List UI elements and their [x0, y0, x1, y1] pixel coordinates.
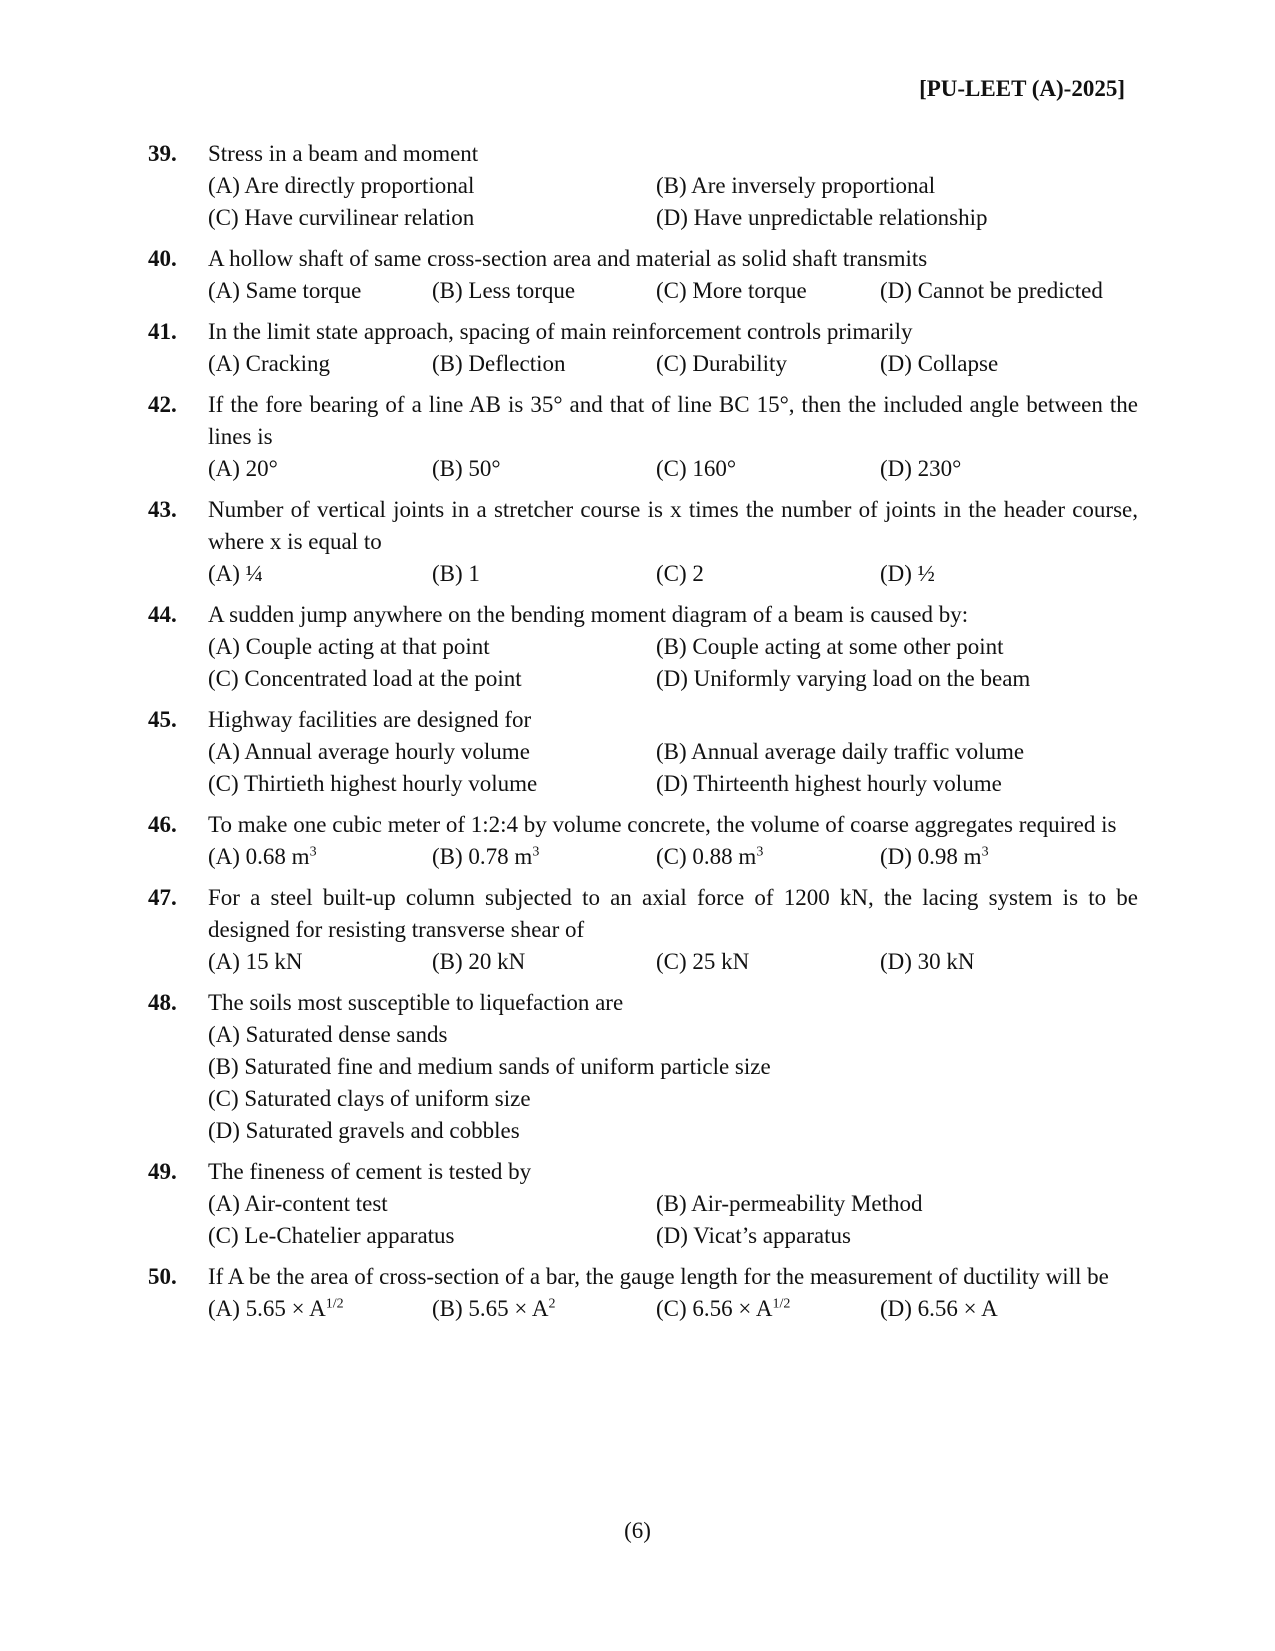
- answer-option: [432, 558, 656, 590]
- option-text: (D) Thirteenth highest hourly volume: [656, 771, 1002, 796]
- question-number: 44.: [148, 602, 177, 627]
- page-number: (6): [624, 1518, 651, 1543]
- option-text: (A) 0.68 m: [208, 844, 310, 869]
- answer-option: [208, 768, 656, 800]
- answer-option: [208, 631, 656, 663]
- answer-option: [880, 841, 1138, 873]
- question-text: If the fore bearing of a line AB is 35° and that of line BC 15°, then the included angle between the lines is: [208, 392, 1138, 449]
- question-number: 47.: [148, 885, 177, 910]
- question-number: 48.: [148, 990, 177, 1015]
- option-list: [208, 631, 1138, 695]
- option-text: (D) Have unpredictable relationship: [656, 205, 988, 230]
- option-list: [208, 453, 1138, 485]
- answer-option: [208, 663, 656, 695]
- option-text: (D) 0.98 m: [880, 844, 982, 869]
- answer-option: [208, 348, 432, 380]
- exam-code-header: [PU-LEET (A)-2025]: [919, 76, 1125, 101]
- question-number: 49.: [148, 1159, 177, 1184]
- option-text: (B) 5.65 × A: [432, 1296, 549, 1321]
- question-number: 50.: [148, 1264, 177, 1289]
- question-text: Stress in a beam and moment: [208, 141, 479, 166]
- option-text: (B) Less torque: [432, 278, 576, 303]
- option-list: [208, 170, 1138, 234]
- option-text: (A) Couple acting at that point: [208, 634, 490, 659]
- question-number: 41.: [148, 319, 177, 344]
- question: [148, 882, 1138, 978]
- option-list: [208, 736, 1138, 800]
- answer-option: [432, 275, 656, 307]
- option-text: (D) Cannot be predicted: [880, 278, 1103, 303]
- answer-option: [208, 1083, 1138, 1115]
- answer-option: [208, 1115, 1138, 1147]
- question: [148, 809, 1138, 873]
- answer-option: [880, 275, 1138, 307]
- answer-option: [656, 631, 1138, 663]
- option-text: (B) 50°: [432, 456, 501, 481]
- option-text: (A) ¼: [208, 561, 263, 586]
- answer-option: [880, 453, 1138, 485]
- question: [148, 704, 1138, 800]
- answer-option: [208, 946, 432, 978]
- answer-option: [208, 841, 432, 873]
- answer-option: [656, 946, 880, 978]
- option-text: (C) 25 kN: [656, 949, 750, 974]
- option-text: (A) Are directly proportional: [208, 173, 475, 198]
- option-text: (C) 6.56 × A: [656, 1296, 773, 1321]
- answer-option: [656, 768, 1138, 800]
- option-text: (D) Vicat’s apparatus: [656, 1223, 851, 1248]
- answer-option: [208, 558, 432, 590]
- option-text: (C) Thirtieth highest hourly volume: [208, 771, 538, 796]
- answer-option: [208, 170, 656, 202]
- option-list: [208, 558, 1138, 590]
- option-text: (B) Air-permeability Method: [656, 1191, 923, 1216]
- answer-option: [656, 1188, 1138, 1220]
- option-text: (A) Saturated dense sands: [208, 1022, 448, 1047]
- question-number: 43.: [148, 497, 177, 522]
- question: [148, 243, 1138, 307]
- option-text: (A) Air-content test: [208, 1191, 388, 1216]
- answer-option: [432, 946, 656, 978]
- question: [148, 138, 1138, 234]
- answer-option: [880, 1293, 1138, 1325]
- option-list: [208, 1188, 1138, 1252]
- option-text: (C) Saturated clays of uniform size: [208, 1086, 531, 1111]
- question-number: 45.: [148, 707, 177, 732]
- question-text: If A be the area of cross-section of a bar, the gauge length for the measurement of ductility will be: [208, 1264, 1109, 1289]
- question: [148, 494, 1138, 590]
- answer-option: [656, 663, 1138, 695]
- answer-option: [656, 170, 1138, 202]
- option-text: (C) Durability: [656, 351, 787, 376]
- option-text: (D) Saturated gravels and cobbles: [208, 1118, 520, 1143]
- answer-option: [208, 736, 656, 768]
- question: [148, 1261, 1138, 1325]
- option-superscript: 3: [756, 844, 764, 860]
- question-text: The fineness of cement is tested by: [208, 1159, 532, 1184]
- option-text: (D) 230°: [880, 456, 962, 481]
- option-text: (A) 15 kN: [208, 949, 303, 974]
- option-text: (C) 0.88 m: [656, 844, 757, 869]
- answer-option: [208, 1188, 656, 1220]
- option-text: (D) ½: [880, 561, 935, 586]
- answer-option: [208, 202, 656, 234]
- option-text: (B) 20 kN: [432, 949, 526, 974]
- answer-option: [880, 348, 1138, 380]
- option-superscript: 3: [309, 844, 317, 860]
- option-text: (D) 30 kN: [880, 949, 975, 974]
- answer-option: [656, 736, 1138, 768]
- option-text: (B) 1: [432, 561, 480, 586]
- answer-option: [208, 1220, 656, 1252]
- option-text: (C) More torque: [656, 278, 807, 303]
- question-text: In the limit state approach, spacing of main reinforcement controls primarily: [208, 319, 913, 344]
- answer-option: [656, 453, 880, 485]
- option-text: (D) Collapse: [880, 351, 999, 376]
- option-text: (C) Concentrated load at the point: [208, 666, 522, 691]
- option-superscript: 3: [981, 844, 989, 860]
- option-list: [208, 275, 1138, 307]
- question-text: A hollow shaft of same cross-section area and material as solid shaft transmits: [208, 246, 928, 271]
- option-text: (B) Saturated fine and medium sands of uniform particle size: [208, 1054, 771, 1079]
- question-text: Highway facilities are designed for: [208, 707, 532, 732]
- option-text: (B) Couple acting at some other point: [656, 634, 1004, 659]
- option-text: (D) 6.56 × A: [880, 1296, 998, 1321]
- option-text: (A) 20°: [208, 456, 278, 481]
- option-text: (A) Annual average hourly volume: [208, 739, 530, 764]
- option-text: (B) Are inversely proportional: [656, 173, 936, 198]
- answer-option: [208, 1019, 1138, 1051]
- option-text: (C) Le-Chatelier apparatus: [208, 1223, 455, 1248]
- answer-option: [432, 841, 656, 873]
- answer-option: [208, 453, 432, 485]
- option-text: (A) Same torque: [208, 278, 362, 303]
- option-text: (B) Annual average daily traffic volume: [656, 739, 1025, 764]
- question-list: [148, 138, 1138, 1334]
- question-number: 39.: [148, 141, 177, 166]
- option-text: (D) Uniformly varying load on the beam: [656, 666, 1031, 691]
- answer-option: [208, 1051, 1138, 1083]
- question: [148, 1156, 1138, 1252]
- answer-option: [432, 1293, 656, 1325]
- question-number: 40.: [148, 246, 177, 271]
- option-list: [208, 1293, 1138, 1325]
- option-list: [208, 348, 1138, 380]
- option-list: [208, 946, 1138, 978]
- answer-option: [432, 453, 656, 485]
- answer-option: [880, 558, 1138, 590]
- question-text: For a steel built-up column subjected to an axial force of 1200 kN, the lacing system is to be designed for resisting transverse shear of: [208, 885, 1138, 942]
- question-number: 46.: [148, 812, 177, 837]
- answer-option: [656, 841, 880, 873]
- answer-option: [208, 1293, 432, 1325]
- answer-option: [656, 202, 1138, 234]
- answer-option: [656, 1293, 880, 1325]
- option-text: (A) Cracking: [208, 351, 330, 376]
- question: [148, 599, 1138, 695]
- question-number: 42.: [148, 392, 177, 417]
- answer-option: [656, 348, 880, 380]
- option-superscript: 3: [532, 844, 540, 860]
- question-text: The soils most susceptible to liquefaction are: [208, 990, 624, 1015]
- question: [148, 316, 1138, 380]
- option-list: [208, 841, 1138, 873]
- option-text: (C) 160°: [656, 456, 737, 481]
- option-superscript: 2: [548, 1296, 556, 1312]
- answer-option: [208, 275, 432, 307]
- question-text: A sudden jump anywhere on the bending moment diagram of a beam is caused by:: [208, 602, 969, 627]
- question-text: To make one cubic meter of 1:2:4 by volume concrete, the volume of coarse aggregates required is: [208, 812, 1117, 837]
- option-text: (B) Deflection: [432, 351, 566, 376]
- option-text: (B) 0.78 m: [432, 844, 533, 869]
- question-text: Number of vertical joints in a stretcher course is x times the number of joints in the header course, where x is equal to: [208, 497, 1138, 554]
- question: [148, 987, 1138, 1147]
- option-text: (A) 5.65 × A: [208, 1296, 326, 1321]
- answer-option: [656, 1220, 1138, 1252]
- answer-option: [880, 946, 1138, 978]
- option-text: (C) 2: [656, 561, 704, 586]
- answer-option: [656, 558, 880, 590]
- option-superscript: 1/2: [325, 1296, 344, 1312]
- option-text: (C) Have curvilinear relation: [208, 205, 475, 230]
- option-superscript: 1/2: [772, 1296, 791, 1312]
- question: [148, 389, 1138, 485]
- answer-option: [656, 275, 880, 307]
- option-list: [208, 1019, 1138, 1147]
- answer-option: [432, 348, 656, 380]
